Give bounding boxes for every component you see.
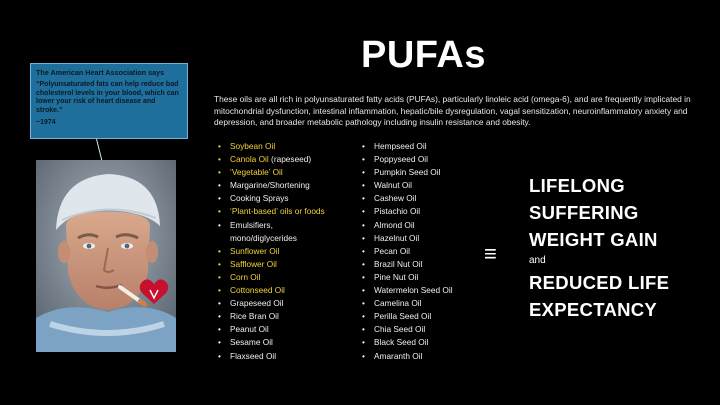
list-item: • Pistachio Oil <box>360 205 490 218</box>
list-item: • Pine Nut Oil <box>360 271 490 284</box>
list-item: • Rice Bran Oil <box>216 310 346 323</box>
list-item: • Hempseed Oil <box>360 140 490 153</box>
doctor-photo <box>36 160 176 352</box>
aha-quote-box <box>30 63 188 139</box>
list-item: • Sunflower Oil <box>216 245 346 258</box>
list-item: • Emulsifiers, mono/diglycerides <box>216 219 342 245</box>
consequence-line: SUFFERING <box>529 202 639 223</box>
list-item: • Black Seed Oil <box>360 336 490 349</box>
list-item: • Amaranth Oil <box>360 350 490 363</box>
list-item: • ‘Plant-based’ oils or foods <box>216 205 346 218</box>
list-item: • ‘Vegetable’ Oil <box>216 166 346 179</box>
list-item: • Peanut Oil <box>216 323 346 336</box>
equivalence-symbol: ≡ <box>484 241 497 266</box>
list-item: • Sesame Oil <box>216 336 346 349</box>
list-item: • Walnut Oil <box>360 179 490 192</box>
list-item: • Safflower Oil <box>216 258 346 271</box>
list-item: • Pumpkin Seed Oil <box>360 166 490 179</box>
oil-list-right <box>360 140 490 363</box>
list-item: • Hazelnut Oil <box>360 232 490 245</box>
consequence-line: REDUCED LIFE <box>529 272 670 293</box>
page-title: PUFAs <box>361 34 486 76</box>
quote-heading: The American Heart Association says <box>36 68 165 77</box>
list-item: • Almond Oil <box>360 219 490 232</box>
quote-text: “Polyunsaturated fats can help reduce bad cholesterol levels in your blood, which can lower your risk of heart disease and stroke.” <box>36 81 179 114</box>
list-item: • Grapeseed Oil <box>216 297 346 310</box>
list-item: • Cooking Sprays <box>216 192 346 205</box>
list-item: • Chia Seed Oil <box>360 323 490 336</box>
list-item: • Margarine/Shortening <box>216 179 346 192</box>
oil-list-left <box>216 140 346 363</box>
list-item: • Perilla Seed Oil <box>360 310 490 323</box>
list-item: • Poppyseed Oil <box>360 153 490 166</box>
intro-paragraph: These oils are all rich in polyunsaturated fatty acids (PUFAs), particularly linoleic acid (omega-6), and are frequently implicated in mitochondrial dysfunction, intestinal inflammation, hepatic/bile dysregulation, vagal sensitization, neuroinflammatory anxiety and depression, and broader metabolic pathology including insulin resistance and obesity. <box>214 94 691 128</box>
list-item: • Watermelon Seed Oil <box>360 284 490 297</box>
doctor-smoking-illustration <box>36 160 176 352</box>
list-item: • Canola Oil (rapeseed) <box>216 153 346 166</box>
quote-year: ~1974 <box>36 119 56 127</box>
list-item: • Flaxseed Oil <box>216 350 346 363</box>
consequence-line: LIFELONG <box>529 175 625 196</box>
consequences-block <box>529 172 669 323</box>
consequence-line: WEIGHT GAIN <box>529 229 658 250</box>
list-item: • Cashew Oil <box>360 192 490 205</box>
and-connector: and <box>529 255 546 266</box>
list-item: • Camelina Oil <box>360 297 490 310</box>
consequence-line: EXPECTANCY <box>529 299 658 320</box>
list-item: • Cottonseed Oil <box>216 284 346 297</box>
list-item: • Brazil Nut Oil <box>360 258 490 271</box>
list-item: • Corn Oil <box>216 271 346 284</box>
list-item: • Soybean Oil <box>216 140 346 153</box>
list-item: • Pecan Oil <box>360 245 490 258</box>
